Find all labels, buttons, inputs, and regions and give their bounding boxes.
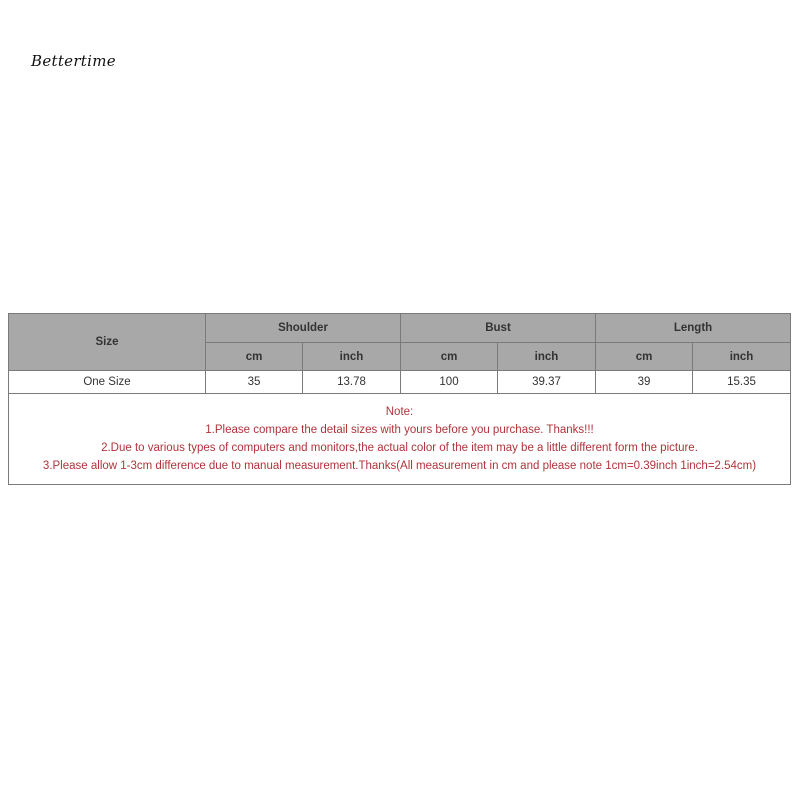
- length-inch-cell: 15.35: [693, 371, 791, 394]
- bust-cm-header: cm: [401, 343, 498, 371]
- brand-logo: Bettertime: [31, 52, 116, 70]
- header-row-groups: [9, 314, 791, 343]
- size-cell: One Size: [9, 371, 206, 394]
- size-chart-table: [8, 313, 791, 485]
- length-header: Length: [596, 314, 791, 343]
- shoulder-cm-cell: 35: [206, 371, 303, 394]
- bust-inch-cell: 39.37: [498, 371, 596, 394]
- shoulder-inch-cell: 13.78: [303, 371, 401, 394]
- bust-header: Bust: [401, 314, 596, 343]
- shoulder-header: Shoulder: [206, 314, 401, 343]
- shoulder-cm-header: cm: [206, 343, 303, 371]
- note-line-1: 1.Please compare the detail sizes with yours before you purchase. Thanks!!!: [205, 424, 594, 436]
- note-title: Note:: [385, 406, 414, 418]
- shoulder-inch-header: inch: [303, 343, 401, 371]
- bust-cm-cell: 100: [401, 371, 498, 394]
- table-row: [9, 371, 791, 394]
- note-line-3: 3.Please allow 1-3cm difference due to manual measurement.Thanks(All measurement in cm and please note 1cm=0.39inch 1inch=2.54cm): [42, 460, 757, 472]
- length-cm-header: cm: [596, 343, 693, 371]
- notes-row: [9, 394, 791, 485]
- length-inch-header: inch: [693, 343, 791, 371]
- size-header: Size: [9, 314, 206, 371]
- bust-inch-header: inch: [498, 343, 596, 371]
- notes-cell: [9, 394, 791, 485]
- note-line-2: 2.Due to various types of computers and monitors,the actual color of the item may be a little different form the picture.: [101, 442, 698, 454]
- length-cm-cell: 39: [596, 371, 693, 394]
